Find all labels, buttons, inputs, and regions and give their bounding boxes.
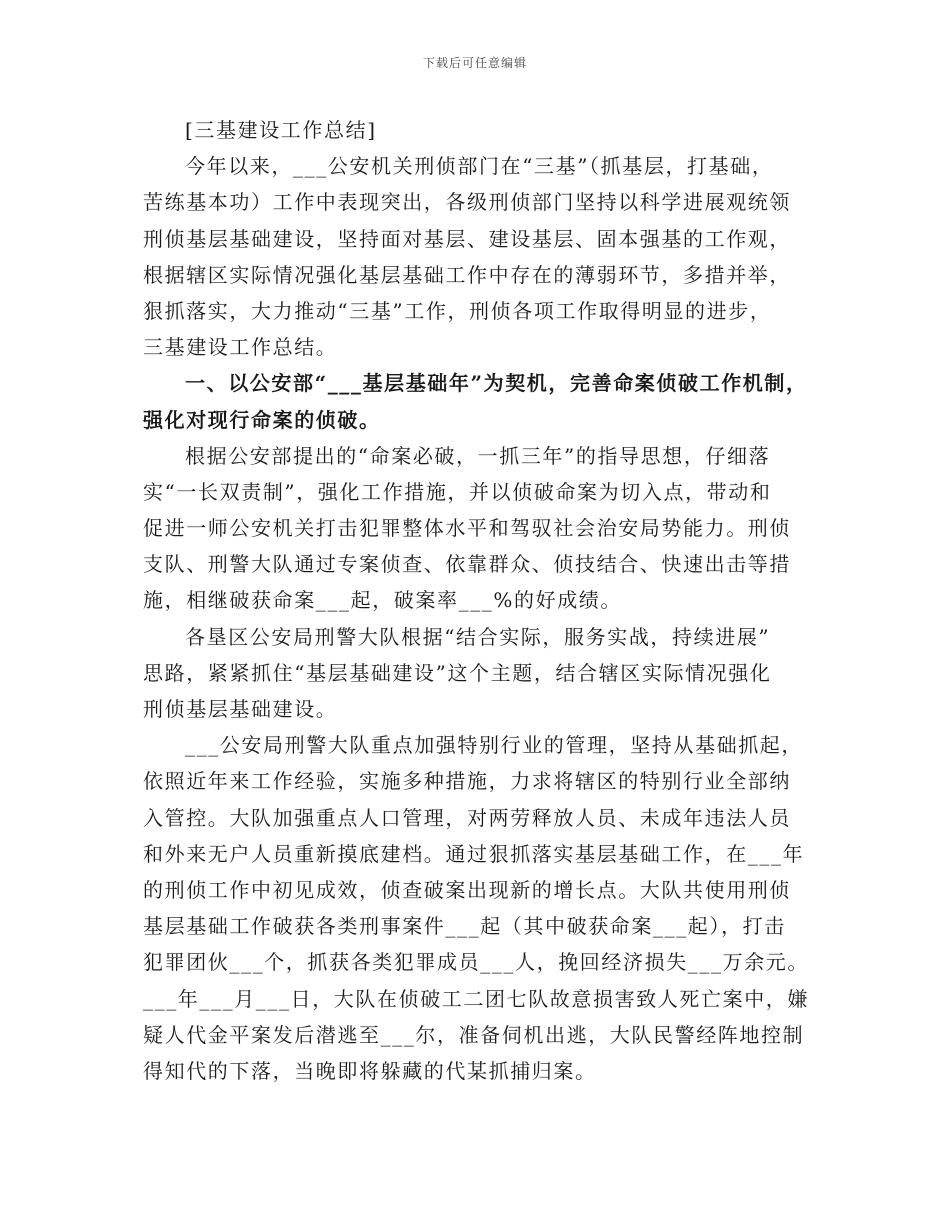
paragraph-line: 依照近年来工作经验，实施多种措施，力求将辖区的特别行业全部纳 [143,769,791,794]
paragraph-line: ___公安局刑警大队重点加强特别行业的管理，坚持从基础抓起， [185,733,803,758]
paragraph-line: 疑人代金平案发后潜逃至___尔，准备伺机出逃，大队民警经阵地控制 [143,1022,805,1047]
paragraph-line: 三基建设工作总结。 [143,335,338,360]
paragraph-line: 犯罪团伙___个，抓获各类犯罪成员___人，挽回经济损失___万余元。 [143,950,809,975]
paragraph-line: 苦练基本功）工作中表现突出，各级刑侦部门坚持以科学进展观统领 [143,190,791,215]
paragraph-line: 基层基础工作破获各类刑事案件___起（其中破获命案___起），打击 [143,914,786,939]
paragraph-line: 根据公安部提出的“命案必破，一抓三年”的指导思想，仔细落 [185,443,771,468]
paragraph-line: 思路，紧紧抓住“基层基础建设”这个主题，结合辖区实际情况强化 [143,660,772,685]
section-heading-line: 强化对现行命案的侦破。 [143,407,381,432]
document-body [143,112,823,1089]
paragraph-line: 和外来无户人员重新摸底建档。通过狠抓落实基层基础工作，在___年 [143,841,805,866]
doc-title-line: [三基建设工作总结] [185,118,377,142]
paragraph-line: 狠抓落实，大力推动“三基”工作，刑侦各项工作取得明显的进步， [143,298,772,323]
paragraph-line: 根据辖区实际情况强化基层基础工作中存在的薄弱环节，多措并举， [143,262,791,287]
paragraph-line: 的刑侦工作中初见成效，侦查破案出现新的增长点。大队共使用刑侦 [143,877,791,902]
paragraph-line: 得知代的下落，当晚即将躲藏的代某抓捕归案。 [143,1058,597,1083]
paragraph-line: 入管控。大队加强重点人口管理，对两劳释放人员、未成年违法人员 [143,805,791,830]
paragraph-line: ___年___月___日，大队在侦破工二团七队故意损害致人死亡案中，嫌 [143,986,809,1011]
section-heading-line: 一、以公安部“___基层基础年”为契机，完善命案侦破工作机制， [185,371,808,396]
paragraph-line: 刑侦基层基础建设，坚持面对基层、建设基层、固本强基的工作观， [143,226,791,251]
paragraph-line: 今年以来，___公安机关刑侦部门在“三基”（抓基层，打基础， [185,154,774,179]
paragraph-line: 实“一长双责制”，强化工作措施，并以侦破命案为切入点，带动和 [143,479,772,504]
paragraph-line: 各垦区公安局刑警大队根据“结合实际，服务实战，持续进展” [185,624,771,649]
paragraph-line: 支队、刑警大队通过专案侦查、依靠群众、侦技结合、快速出击等措 [143,552,791,577]
paragraph-line: 施，相继破获命案___起，破案率___%的好成绩。 [143,588,623,613]
paragraph-line: 促进一师公安机关打击犯罪整体水平和驾驭社会治安局势能力。刑侦 [143,516,791,541]
page-header-note: 下载后可任意编辑 [422,56,527,70]
paragraph-line: 刑侦基层基础建设。 [143,697,338,721]
